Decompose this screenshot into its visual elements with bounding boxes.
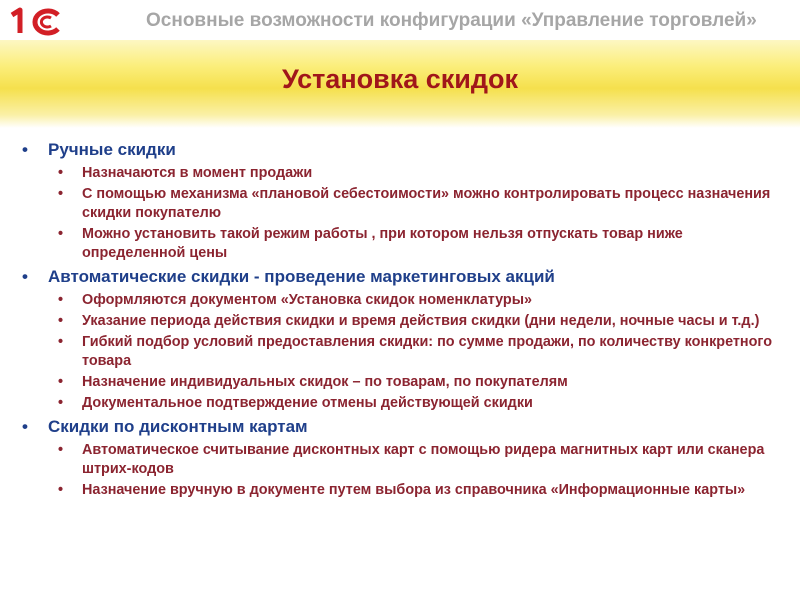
bullet-dot-icon: • xyxy=(22,417,28,436)
list-item xyxy=(22,185,782,223)
section-heading-text: Скидки по дисконтным картам xyxy=(48,417,308,436)
list-item-text: Гибкий подбор условий предоставления скидки: по сумме продажи, по количеству конкретного товара xyxy=(82,334,773,369)
bullet-dot-icon: • xyxy=(58,292,64,308)
list-item xyxy=(22,333,782,371)
slide-title: Установка скидок xyxy=(281,64,519,94)
bullet-dot-icon: • xyxy=(58,186,64,202)
1c-logo xyxy=(8,6,66,36)
bullet-dot-icon: • xyxy=(58,442,64,458)
slide-content xyxy=(22,136,782,502)
bullet-dot-icon: • xyxy=(22,140,28,159)
list-item-text: С помощью механизма «плановой себестоимости» можно контролировать процесс назначения скидки покупателю xyxy=(82,186,771,221)
bullet-dot-icon: • xyxy=(58,165,64,181)
list-item xyxy=(22,312,782,331)
section-heading-text: Автоматические скидки - проведение маркетинговых акций xyxy=(48,267,555,286)
bullet-dot-icon: • xyxy=(22,267,28,286)
list-item-text: Можно установить такой режим работы , при котором нельзя отпускать товар ниже определенной цены xyxy=(82,226,683,261)
bullet-dot-icon: • xyxy=(58,226,64,242)
list-item xyxy=(22,441,782,479)
list-item xyxy=(22,481,782,500)
list-item-text: Назначаются в момент продажи xyxy=(82,165,313,181)
section-heading xyxy=(22,417,782,437)
list-item-text: Документальное подтверждение отмены действующей скидки xyxy=(82,395,533,411)
section-heading xyxy=(22,140,782,160)
bullet-dot-icon: • xyxy=(58,374,64,390)
bullet-dot-icon: • xyxy=(58,313,64,329)
list-item xyxy=(22,291,782,310)
list-item-text: Назначение вручную в документе путем выбора из справочника «Информационные карты» xyxy=(82,482,746,498)
list-item xyxy=(22,164,782,183)
section-heading xyxy=(22,267,782,287)
list-item xyxy=(22,373,782,392)
header-title: Основные возможности конфигурации «Управление торговлей» xyxy=(146,10,757,31)
1c-logo-icon xyxy=(8,6,66,36)
list-item-text: Автоматическое считывание дисконтных карт с помощью ридера магнитных карт или сканера штрих-кодов xyxy=(82,442,765,477)
bullet-dot-icon: • xyxy=(58,395,64,411)
list-item-text: Оформляются документом «Установка скидок номенклатуры» xyxy=(82,292,533,308)
section-heading-text: Ручные скидки xyxy=(48,140,176,159)
list-item-text: Указание периода действия скидки и время действия скидки (дни недели, ночные часы и т.д.) xyxy=(82,313,760,329)
bullet-dot-icon: • xyxy=(58,482,64,498)
list-item-text: Назначение индивидуальных скидок – по товарам, по покупателям xyxy=(82,374,568,390)
list-item xyxy=(22,394,782,413)
bullet-dot-icon: • xyxy=(58,334,64,350)
list-item xyxy=(22,225,782,263)
